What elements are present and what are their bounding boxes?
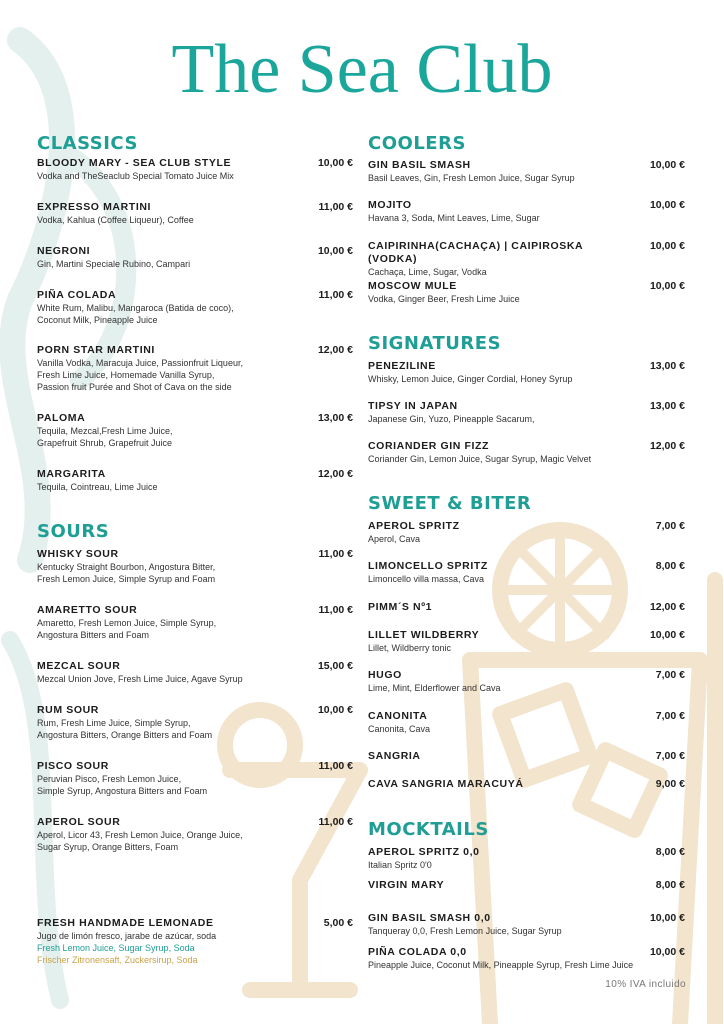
item-description: Tequila, Mezcal,Fresh Lime Juice, — [37, 426, 173, 436]
item-name: GIN BASIL SMASH — [368, 159, 471, 171]
page-title: The Sea Club — [171, 31, 553, 108]
item-name: VIRGIN MARY — [368, 879, 445, 891]
item-name: PIMM´S Nº1 — [368, 601, 433, 613]
item-name: APEROL SPRITZ — [368, 520, 460, 532]
item-price: 11,00 € — [318, 816, 353, 828]
menu-item — [368, 750, 421, 763]
item-name: MARGARITA — [37, 468, 106, 480]
item-description: Lillet, Wildberry tonic — [368, 643, 452, 653]
item-description: Jugo de limón fresco, jarabe de azúcar, soda — [37, 931, 217, 941]
item-description: Cachaça, Lime, Sugar, Vodka — [368, 267, 487, 277]
item-price: 9,00 € — [655, 778, 685, 790]
menu-item — [368, 629, 479, 654]
menu-item — [368, 669, 501, 694]
item-description: Whisky, Lemon Juice, Ginger Cordial, Honey Syrup — [368, 374, 573, 384]
item-price: 11,00 € — [318, 289, 353, 301]
item-description: Aperol, Cava — [368, 534, 421, 544]
item-name: CAVA SANGRIA MARACUYÁ — [368, 778, 524, 790]
menu-item — [368, 159, 575, 184]
item-description: Canonita, Cava — [368, 724, 431, 734]
menu-item — [37, 289, 234, 326]
item-name: CANONITA — [368, 710, 428, 722]
menu-item — [37, 604, 216, 641]
menu-item — [368, 440, 591, 465]
item-name: MOJITO — [368, 199, 412, 211]
item-description: Frischer Zitronensaft, Zuckersirup, Soda — [37, 955, 198, 965]
section-heading: SOURS — [37, 521, 110, 542]
menu-item — [37, 412, 173, 449]
section-heading: MOCKTAILS — [368, 819, 489, 840]
item-name: APEROL SOUR — [37, 816, 121, 828]
item-description: Limoncello villa massa, Cava — [368, 574, 485, 584]
item-name: CAIPIRINHA(CACHAÇA) | CAIPIROSKA (VODKA) — [368, 240, 583, 265]
menu-item — [368, 560, 488, 585]
item-price: 12,00 € — [317, 468, 353, 480]
section-heading: SIGNATURES — [368, 333, 502, 354]
item-name: WHISKY SOUR — [37, 548, 119, 560]
item-description: Havana 3, Soda, Mint Leaves, Lime, Sugar — [368, 213, 540, 223]
item-name: PENEZILINE — [368, 360, 436, 372]
item-description: Simple Syrup, Angostura Bitters and Foam — [37, 786, 208, 796]
item-description: Pineapple Juice, Coconut Milk, Pineapple Syrup, Fresh Lime Juice — [368, 960, 634, 970]
item-price: 10,00 € — [649, 199, 685, 211]
item-name: PIÑA COLADA 0,0 — [368, 946, 467, 958]
menu-item — [37, 245, 190, 270]
item-name: FRESH HANDMADE LEMONADE — [37, 917, 214, 929]
item-price: 10,00 € — [649, 946, 685, 958]
item-description: Gin, Martini Speciale Rubino, Campari — [37, 259, 191, 269]
item-name: MOSCOW MULE — [368, 280, 457, 292]
item-price: 8,00 € — [655, 846, 685, 858]
item-price: 10,00 € — [649, 280, 685, 292]
menu-item — [368, 778, 524, 791]
item-description: Italian Spritz 0'0 — [368, 860, 432, 870]
item-price: 10,00 € — [649, 159, 685, 171]
item-description: Vodka and TheSeaclub Special Tomato Juice Mix — [37, 171, 234, 181]
item-name: AMARETTO SOUR — [37, 604, 138, 616]
section-heading: COOLERS — [368, 133, 466, 154]
item-price: 7,00 € — [655, 750, 685, 762]
menu-item — [368, 280, 520, 305]
menu-item — [37, 760, 207, 797]
menu-item — [37, 201, 194, 226]
menu-item — [368, 360, 572, 385]
item-description: Tequila, Cointreau, Lime Juice — [37, 482, 158, 492]
menu-item — [368, 520, 460, 545]
item-description: Peruvian Pisco, Fresh Lemon Juice, — [37, 774, 182, 784]
item-price: 11,00 € — [318, 201, 353, 213]
item-description: Japanese Gin, Yuzo, Pineapple Sacarum, — [368, 414, 535, 424]
item-name: BLOODY MARY - SEA CLUB STYLE — [37, 157, 232, 169]
item-name: TIPSY IN JAPAN — [368, 400, 458, 412]
item-description: Rum, Fresh Lime Juice, Simple Syrup, — [37, 718, 191, 728]
item-price: 10,00 € — [649, 629, 685, 641]
item-price: 7,00 € — [655, 520, 685, 532]
menu-item — [368, 846, 480, 871]
item-price: 11,00 € — [318, 548, 353, 560]
item-price: 10,00 € — [317, 245, 353, 257]
item-description: Lime, Mint, Elderflower and Cava — [368, 683, 501, 693]
item-name: MEZCAL SOUR — [37, 660, 121, 672]
item-price: 8,00 € — [655, 560, 685, 572]
item-name: PISCO SOUR — [37, 760, 109, 772]
item-description: Fresh Lemon Juice, Simple Syrup and Foam — [37, 574, 216, 584]
item-name: APEROL SPRITZ 0,0 — [368, 846, 480, 858]
item-description: Mezcal Union Jove, Fresh Lime Juice, Agave Syrup — [37, 674, 243, 684]
item-description: Passion fruit Purée and Shot of Cava on the side — [37, 382, 232, 392]
item-name: SANGRIA — [368, 750, 421, 762]
item-description: Aperol, Licor 43, Fresh Lemon Juice, Orange Juice, — [37, 830, 243, 840]
item-price: 13,00 € — [317, 412, 353, 424]
item-description: Basil Leaves, Gin, Fresh Lemon Juice, Sugar Syrup — [368, 173, 575, 183]
menu-item — [368, 946, 633, 971]
item-price: 13,00 € — [649, 360, 685, 372]
item-name: GIN BASIL SMASH 0,0 — [368, 912, 491, 924]
item-description: Angostura Bitters, Orange Bitters and Foam — [37, 730, 213, 740]
item-description: Amaretto, Fresh Lemon Juice, Simple Syrup, — [37, 618, 217, 628]
item-price: 11,00 € — [318, 604, 353, 616]
menu-item — [37, 917, 216, 966]
item-price: 7,00 € — [655, 669, 685, 681]
item-description: Grapefruit Shrub, Grapefruit Juice — [37, 438, 173, 448]
item-name: PORN STAR MARTINI — [37, 344, 155, 356]
item-description: Kentucky Straight Bourbon, Angostura Bitter, — [37, 562, 216, 572]
menu-item — [368, 199, 540, 224]
item-description: Vodka, Kahlua (Coffee Liqueur), Coffee — [37, 215, 194, 225]
menu-item — [368, 710, 430, 735]
item-name: PIÑA COLADA — [37, 289, 117, 301]
menu-item — [37, 704, 212, 741]
item-name: LIMONCELLO SPRITZ — [368, 560, 488, 572]
item-price: 10,00 € — [649, 240, 685, 252]
item-description: Fresh Lemon Juice, Sugar Syrup, Soda — [37, 943, 195, 953]
section-heading: CLASSICS — [37, 133, 138, 154]
menu-item — [368, 400, 534, 425]
section-heading: SWEET & BITER — [368, 493, 532, 514]
item-price: 5,00 € — [323, 917, 353, 929]
item-price: 13,00 € — [649, 400, 685, 412]
item-price: 10,00 € — [317, 704, 353, 716]
tax-note: 10% IVA incluido — [605, 979, 686, 990]
item-name: RUM SOUR — [37, 704, 99, 716]
item-price: 10,00 € — [649, 912, 685, 924]
item-description: White Rum, Malibu, Mangaroca (Batida de coco), — [37, 303, 234, 313]
item-name: EXPRESSO MARTINI — [37, 201, 152, 213]
item-price: 7,00 € — [655, 710, 685, 722]
item-price: 8,00 € — [655, 879, 685, 891]
menu-item — [37, 816, 243, 853]
item-description: Coconut Milk, Pineapple Juice — [37, 315, 158, 325]
item-description: Sugar Syrup, Orange Bitters, Foam — [37, 842, 179, 852]
item-description: Vodka, Ginger Beer, Fresh Lime Juice — [368, 294, 520, 304]
item-price: 12,00 € — [317, 344, 353, 356]
item-price: 12,00 € — [649, 440, 685, 452]
item-description: Tanqueray 0,0, Fresh Lemon Juice, Sugar Syrup — [368, 926, 562, 936]
item-description: Vanilla Vodka, Maracuja Juice, Passionfruit Liqueur, — [37, 358, 243, 368]
menu-item — [37, 548, 215, 585]
item-name: NEGRONI — [37, 245, 91, 257]
menu-item — [368, 240, 623, 278]
item-description: Coriander Gin, Lemon Juice, Sugar Syrup, Magic Velvet — [368, 454, 592, 464]
item-description: Fresh Lime Juice, Homemade Vanilla Syrup, — [37, 370, 215, 380]
item-price: 11,00 € — [318, 760, 353, 772]
menu-item — [368, 601, 432, 614]
menu-item — [37, 468, 158, 493]
item-description: Angostura Bitters and Foam — [37, 630, 150, 640]
menu-item — [37, 157, 234, 182]
item-name: CORIANDER GIN FIZZ — [368, 440, 490, 452]
menu-item — [37, 344, 243, 393]
menu-item — [37, 660, 243, 685]
item-name: HUGO — [368, 669, 402, 681]
item-name: LILLET WILDBERRY — [368, 629, 480, 641]
item-price: 10,00 € — [317, 157, 353, 169]
item-name: PALOMA — [37, 412, 86, 424]
item-price: 15,00 € — [317, 660, 353, 672]
menu-item — [368, 912, 562, 937]
item-price: 12,00 € — [649, 601, 685, 613]
menu-item — [368, 879, 444, 892]
